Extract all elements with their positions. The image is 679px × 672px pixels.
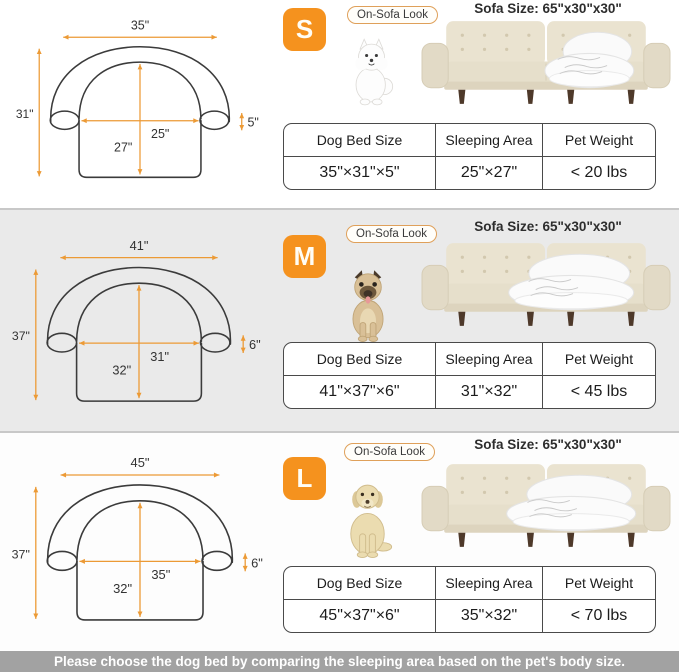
bolster-right-cap [202, 551, 232, 570]
muzzle [364, 290, 373, 297]
arrow-head [61, 473, 66, 478]
arrow-head [241, 348, 246, 353]
bolster-left-cap [47, 333, 76, 352]
arrow-head [81, 118, 86, 123]
spec-table [283, 566, 656, 633]
tuft-button [505, 477, 508, 480]
tuft-button [461, 491, 464, 494]
height-dimension-label: 37" [11, 547, 30, 562]
sleep-depth-label: 27" [114, 140, 133, 155]
arrow-head [241, 335, 246, 340]
bolster-height-label: 5" [247, 115, 259, 130]
width-arrow [61, 473, 220, 478]
value-dog-bed-size: 45"×37"×6" [319, 607, 400, 624]
arrow-head [138, 64, 143, 69]
arrow-head [193, 118, 198, 123]
body [351, 513, 384, 554]
back-cushion [446, 21, 545, 65]
value-pet-weight: < 45 lbs [542, 376, 655, 408]
tuft-button [505, 491, 508, 494]
arrow-head [37, 171, 42, 176]
nose [366, 500, 370, 504]
arrow-head [243, 553, 248, 558]
left-armrest [422, 486, 448, 530]
bolster-right-cap [200, 333, 229, 352]
tuft-button [527, 477, 530, 480]
header-dog-bed-size: Dog Bed Size [284, 343, 435, 376]
arrow-head [33, 395, 38, 400]
tuft-button [461, 48, 464, 51]
front-leg [360, 534, 366, 554]
arrow-head [212, 35, 217, 40]
arrow-head [243, 566, 248, 571]
tuft-button [483, 34, 486, 37]
size-section-l [0, 433, 679, 651]
bolster-left-cap [50, 111, 79, 129]
header-pet-weight: Pet Weight [542, 343, 655, 376]
arrow-head [79, 559, 84, 564]
tuft-button [527, 256, 530, 259]
sofa-leg [628, 533, 635, 547]
bed-dimensions-diagram [10, 455, 270, 628]
tuft-button [461, 256, 464, 259]
arrow-head [33, 487, 38, 492]
tuft-button [505, 48, 508, 51]
width-dimension-label: 35" [130, 18, 150, 33]
value-pet-weight: < 70 lbs [542, 600, 655, 632]
arrow-head [138, 169, 143, 174]
sofa-leg [458, 312, 465, 326]
cheek-fluff [355, 57, 368, 70]
value-dog-bed-size: 35"×31"×5" [319, 164, 400, 181]
footer-note: Please choose the dog bed by comparing the sleeping area based on the pet's body size. [0, 651, 679, 672]
header-sleeping-area: Sleeping Area [435, 567, 542, 600]
pomeranian-dog-illustration [343, 34, 400, 106]
height-arrow [37, 49, 42, 177]
eye [375, 54, 378, 57]
bed-dimensions-diagram [14, 18, 266, 185]
right-armrest [644, 265, 670, 309]
tuft-button [628, 34, 631, 37]
left-armrest [422, 43, 448, 87]
bolster-height-arrow [243, 553, 248, 571]
bolster-height-label: 6" [251, 555, 263, 571]
header-dog-bed-size: Dog Bed Size [284, 567, 435, 600]
sleep-depth-arrow [137, 285, 142, 398]
eye [359, 282, 364, 287]
on-sofa-look-label: On-Sofa Look [347, 6, 438, 24]
tuft-button [562, 34, 565, 37]
sleep-depth-label: 32" [113, 581, 133, 597]
tuft-button [483, 491, 486, 494]
sleep-depth-arrow [138, 503, 143, 617]
size-badge-s: S [283, 8, 326, 51]
sofa-size-label: Sofa Size: 65"x30"x30" [474, 1, 622, 16]
width-arrow [60, 255, 217, 260]
eye [365, 54, 368, 57]
size-section-m [0, 210, 679, 431]
tuft-button [628, 256, 631, 259]
arrow-head [33, 613, 38, 618]
arrow-head [195, 559, 200, 564]
tuft-button [483, 270, 486, 273]
left-armrest [422, 265, 448, 309]
sofa-leg [567, 533, 574, 547]
on-sofa-look-label: On-Sofa Look [344, 443, 435, 461]
tuft-button [628, 477, 631, 480]
arrow-head [214, 473, 219, 478]
arrow-head [137, 393, 142, 398]
sofa-size-label: Sofa Size: 65"x30"x30" [474, 219, 622, 234]
arrow-head [37, 49, 42, 54]
arrow-head [239, 113, 244, 118]
height-arrow [33, 269, 38, 400]
right-armrest [644, 486, 670, 530]
tuft-button [505, 270, 508, 273]
sleep-width-label: 35" [151, 567, 171, 583]
height-dimension-label: 31" [15, 106, 34, 121]
bed-dimensions-diagram [10, 238, 268, 409]
header-sleeping-area: Sleeping Area [435, 124, 542, 157]
bolster-right-cap [200, 111, 229, 129]
paw [368, 552, 378, 558]
paw [357, 552, 367, 558]
value-sleeping-area: 25"×27" [435, 157, 542, 189]
paw [360, 99, 370, 105]
sofa-leg [527, 90, 534, 104]
value-dog-bed-size: 41"×37"×6" [319, 383, 400, 400]
arrow-head [194, 341, 199, 346]
size-badge-l: L [283, 457, 326, 500]
cheek-fluff [375, 57, 388, 70]
paw [369, 336, 378, 341]
arrow-head [33, 269, 38, 274]
bolster-left-cap [47, 551, 77, 570]
height-arrow [33, 487, 38, 619]
sleep-depth-arrow [138, 64, 143, 174]
eye [371, 493, 374, 496]
tuft-button [505, 34, 508, 37]
sofa-with-bed-illustration [420, 237, 672, 330]
size-section-s [0, 0, 679, 208]
width-dimension-label: 45" [130, 455, 150, 471]
value-sleeping-area: 35"×32" [435, 600, 542, 632]
size-badge-m: M [283, 235, 326, 278]
tongue [366, 296, 371, 303]
sofa-leg [527, 312, 534, 326]
tuft-button [483, 477, 486, 480]
spec-table [283, 342, 656, 409]
tuft-button [527, 34, 530, 37]
sleep-width-label: 31" [150, 348, 170, 364]
sofa-leg [628, 90, 635, 104]
tuft-button [505, 256, 508, 259]
arrow-head [138, 611, 143, 616]
bolster-height-arrow [239, 113, 244, 130]
arrow-head [137, 285, 142, 290]
body [356, 68, 385, 102]
tuft-button [483, 48, 486, 51]
spec-table [283, 123, 656, 190]
tuft-button [527, 48, 530, 51]
arrow-head [60, 255, 65, 260]
value-pet-weight: < 20 lbs [542, 157, 655, 189]
nose [370, 59, 373, 62]
sleep-width-label: 25" [151, 126, 170, 141]
sofa-leg [458, 90, 465, 104]
header-sleeping-area: Sleeping Area [435, 343, 542, 376]
sofa-leg [527, 533, 534, 547]
header-dog-bed-size: Dog Bed Size [284, 124, 435, 157]
tuft-button [461, 270, 464, 273]
tuft-button [483, 256, 486, 259]
sofa-leg [567, 312, 574, 326]
sofa-leg [458, 533, 465, 547]
sofa-size-label: Sofa Size: 65"x30"x30" [474, 437, 622, 452]
tuft-button [461, 477, 464, 480]
arrow-head [138, 503, 143, 508]
header-pet-weight: Pet Weight [542, 567, 655, 600]
sofa-with-bed-illustration [420, 15, 672, 108]
sofa-leg [628, 312, 635, 326]
tuft-button [461, 34, 464, 37]
sofa-leg [567, 90, 574, 104]
value-sleeping-area: 31"×32" [435, 376, 542, 408]
width-dimension-label: 41" [129, 238, 149, 253]
right-armrest [644, 43, 670, 87]
eye [361, 493, 364, 496]
paw [358, 336, 367, 341]
arrow-head [79, 341, 84, 346]
header-pet-weight: Pet Weight [542, 124, 655, 157]
front-leg [369, 534, 375, 554]
eye [372, 282, 377, 287]
on-sofa-look-label: On-Sofa Look [346, 225, 437, 243]
width-arrow [63, 35, 217, 40]
labrador-dog-illustration [335, 465, 400, 558]
sofa-with-bed-illustration [420, 458, 672, 551]
arrow-head [63, 35, 68, 40]
bolster-height-arrow [241, 335, 246, 353]
arrow-head [212, 255, 217, 260]
arrow-head [239, 125, 244, 130]
height-dimension-label: 37" [11, 329, 30, 344]
paw [372, 99, 382, 105]
bolster-height-label: 6" [249, 337, 261, 353]
pug-dog-illustration [337, 252, 399, 342]
sleep-depth-label: 32" [112, 362, 132, 378]
